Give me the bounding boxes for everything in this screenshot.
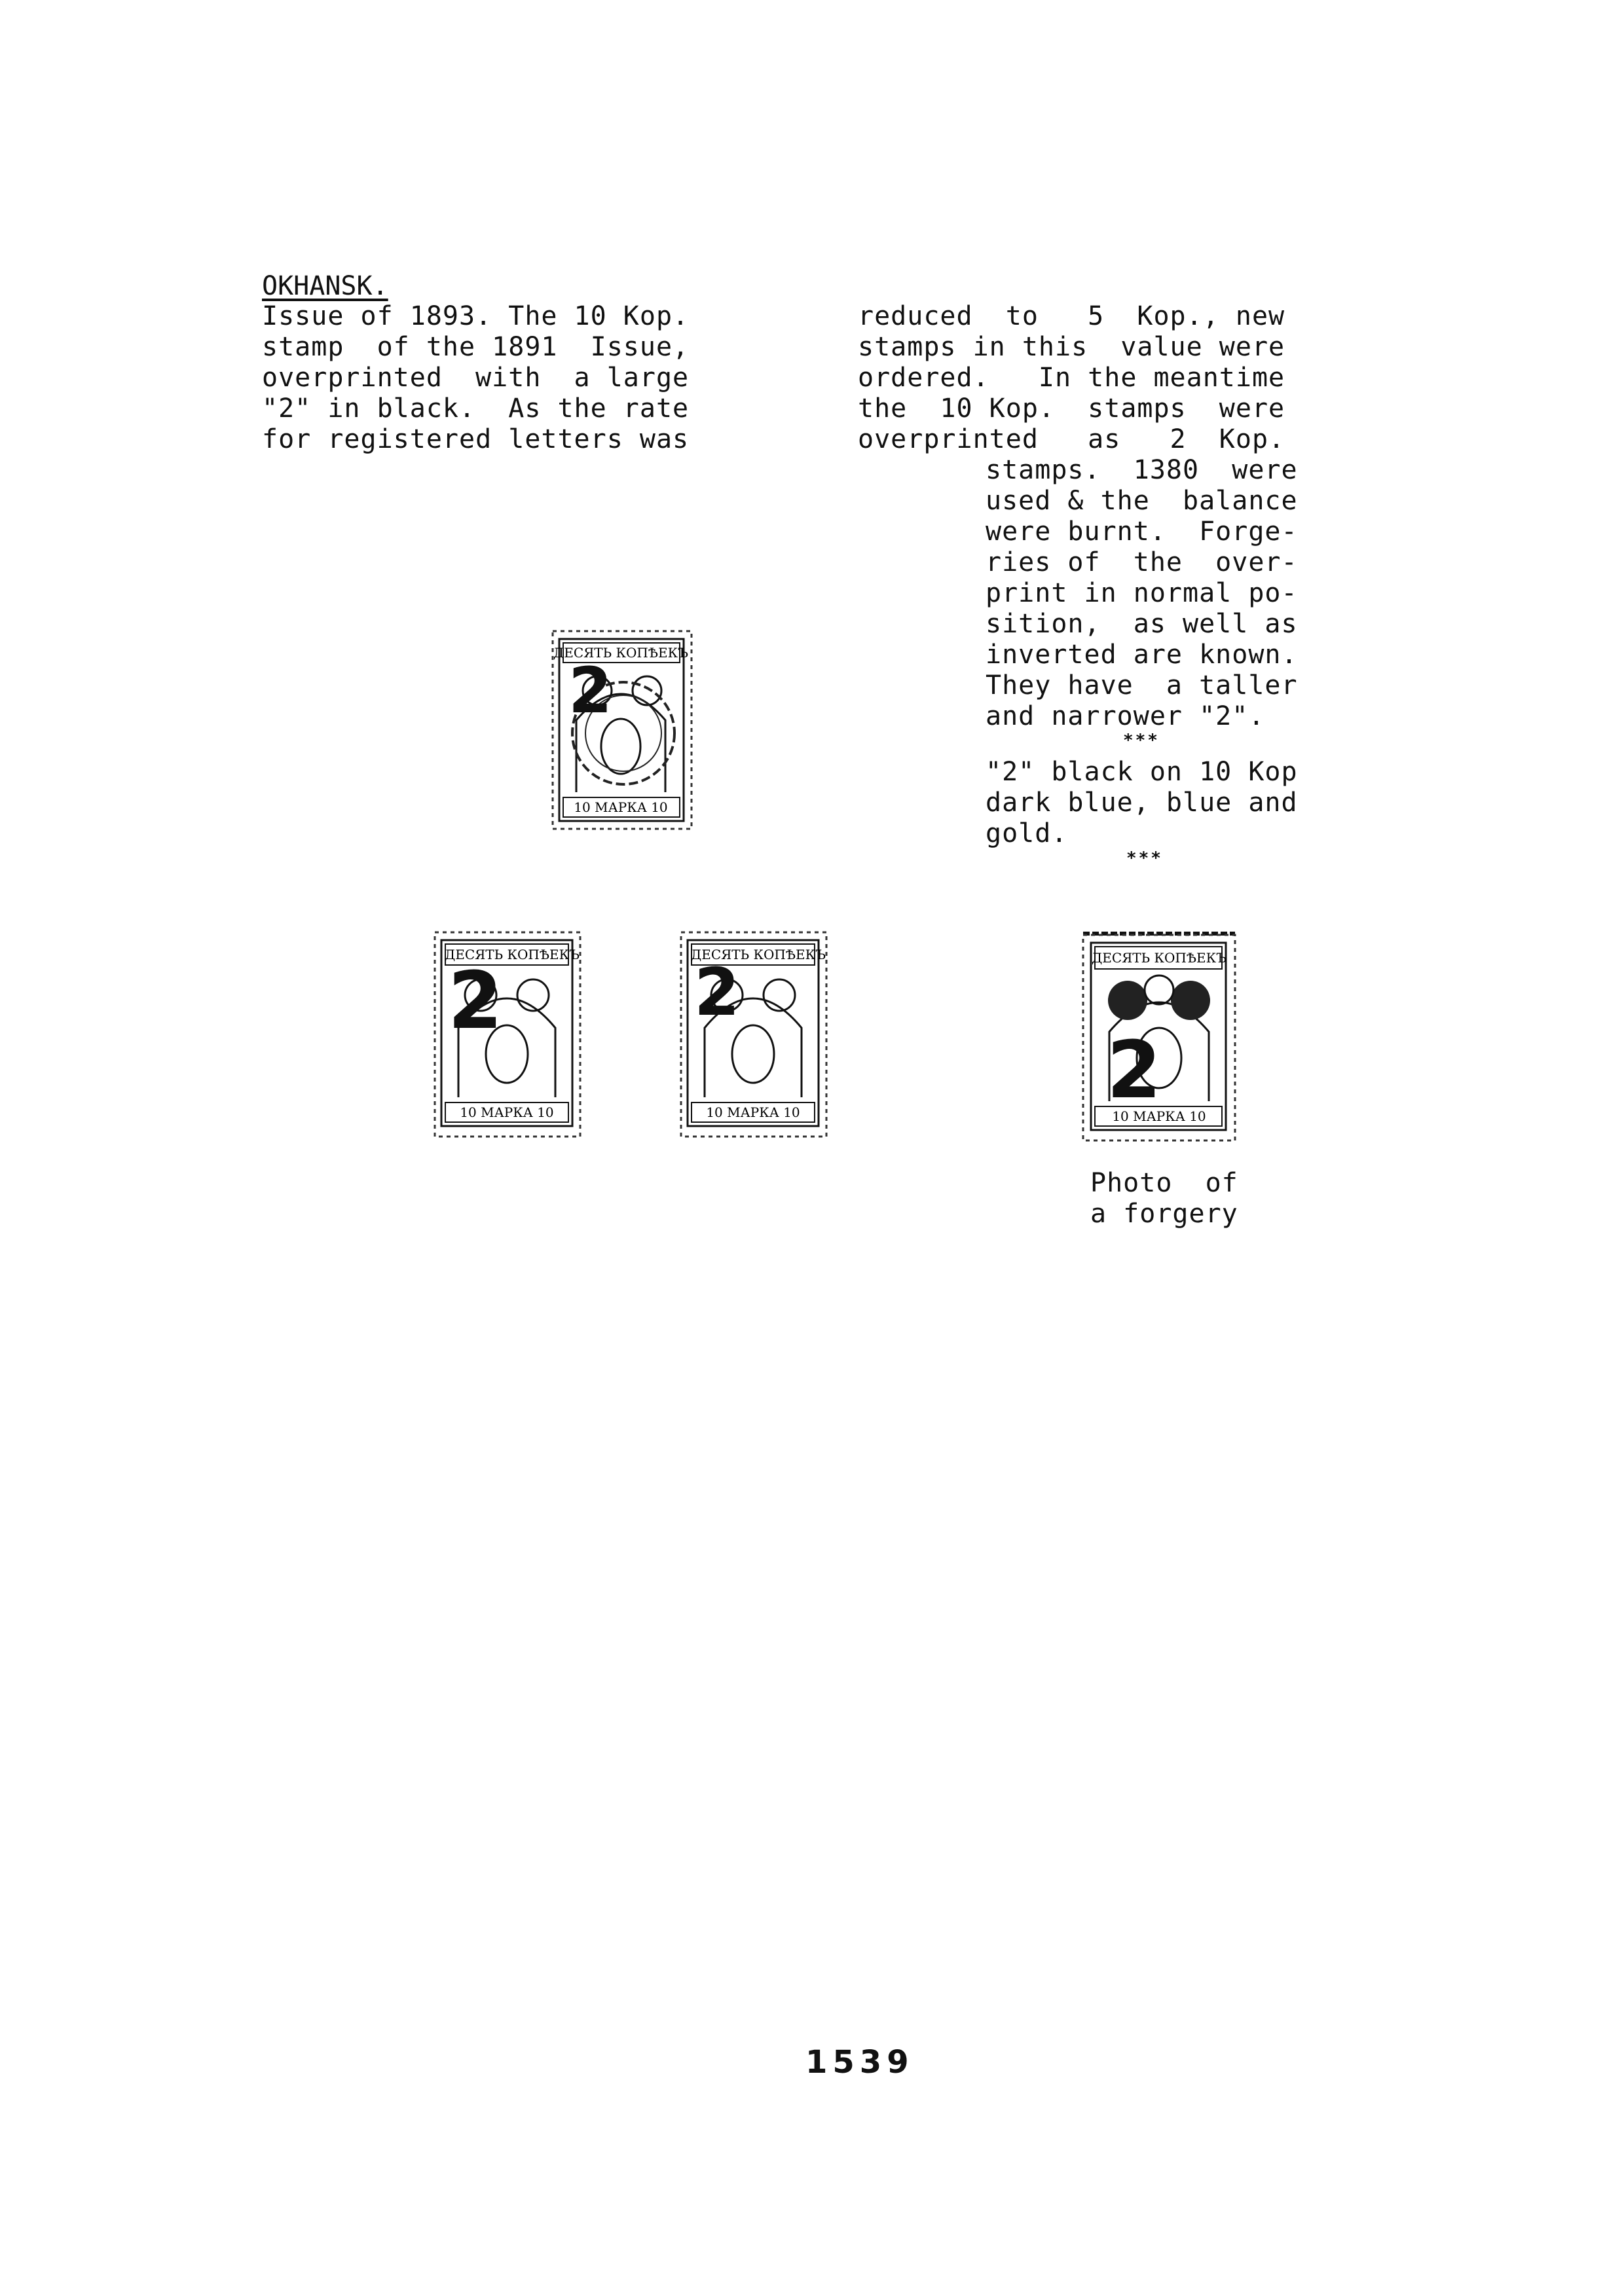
text-line: used & the balance [986, 486, 1298, 516]
text-line: were burnt. Forge- [986, 517, 1298, 547]
text-line: stamp of the 1891 Issue, [262, 332, 690, 362]
text-line: Issue of 1893. The 10 Kop. [262, 301, 690, 331]
text-line: ries of the over- [986, 547, 1298, 577]
text-line: overprinted with a large [262, 363, 690, 393]
overprint-numeral: 2 [568, 654, 612, 727]
text-line: sition, as well as [986, 609, 1298, 639]
stamp-bottom-text: 10 МАРКА 10 [706, 1104, 800, 1120]
stamp-bottom-text: 10 МАРКА 10 [460, 1104, 554, 1120]
section-heading: OKHANSK. [262, 271, 388, 301]
stamp-image [1080, 927, 1238, 1143]
page-number: 1539 [805, 2044, 914, 2081]
text-line: "2" black on 10 Kop [986, 757, 1298, 787]
stamp-top-text: ДЕСЯТЬ КОПѢЕКЪ [690, 947, 826, 962]
text-line: print in normal po- [986, 578, 1298, 608]
separator-stars: *** [1123, 731, 1160, 750]
text-line: ordered. In the meantime [858, 363, 1285, 393]
text-line: They have a taller [986, 670, 1298, 701]
separator-stars: *** [1126, 848, 1163, 868]
text-line: and narrower "2". [986, 701, 1265, 731]
stamp-forgery [1080, 927, 1238, 1143]
text-line: inverted are known. [986, 640, 1298, 670]
overprint-numeral: 2 [448, 956, 503, 1047]
stamp-image [432, 930, 583, 1139]
stamp-image [678, 930, 829, 1139]
text-line: "2" in black. As the rate [262, 393, 690, 424]
text-line: for registered letters was [262, 424, 690, 454]
stamp-bottom-text: 10 МАРКА 10 [574, 799, 668, 815]
stamp-top-text: ДЕСЯТЬ КОПѢЕКЪ [444, 947, 580, 962]
text-line: stamps. 1380 were [986, 455, 1298, 485]
text-line: gold. [986, 818, 1068, 848]
text-line: dark blue, blue and [986, 788, 1298, 818]
text-line: stamps in this value were [858, 332, 1285, 362]
text-line: reduced to 5 Kop., new [858, 301, 1285, 331]
stamp-image [550, 629, 694, 831]
stamp-top-text: ДЕСЯТЬ КОПѢЕКЪ [553, 645, 689, 661]
text-line: overprinted as 2 Kop. [858, 424, 1285, 454]
stamp-overprint-1 [432, 930, 583, 1139]
stamp-postmarked [550, 629, 694, 831]
overprint-numeral: 2 [694, 954, 740, 1030]
stamp-bottom-text: 10 МАРКА 10 [1112, 1108, 1206, 1124]
caption-line: Photo of [1090, 1168, 1238, 1198]
caption-line: a forgery [1090, 1199, 1238, 1229]
stamp-overprint-2 [678, 930, 829, 1139]
overprint-numeral: 2 [1107, 1025, 1162, 1116]
stamp-top-text: ДЕСЯТЬ КОПѢЕКЪ [1091, 950, 1227, 966]
text-line: the 10 Kop. stamps were [858, 393, 1285, 424]
